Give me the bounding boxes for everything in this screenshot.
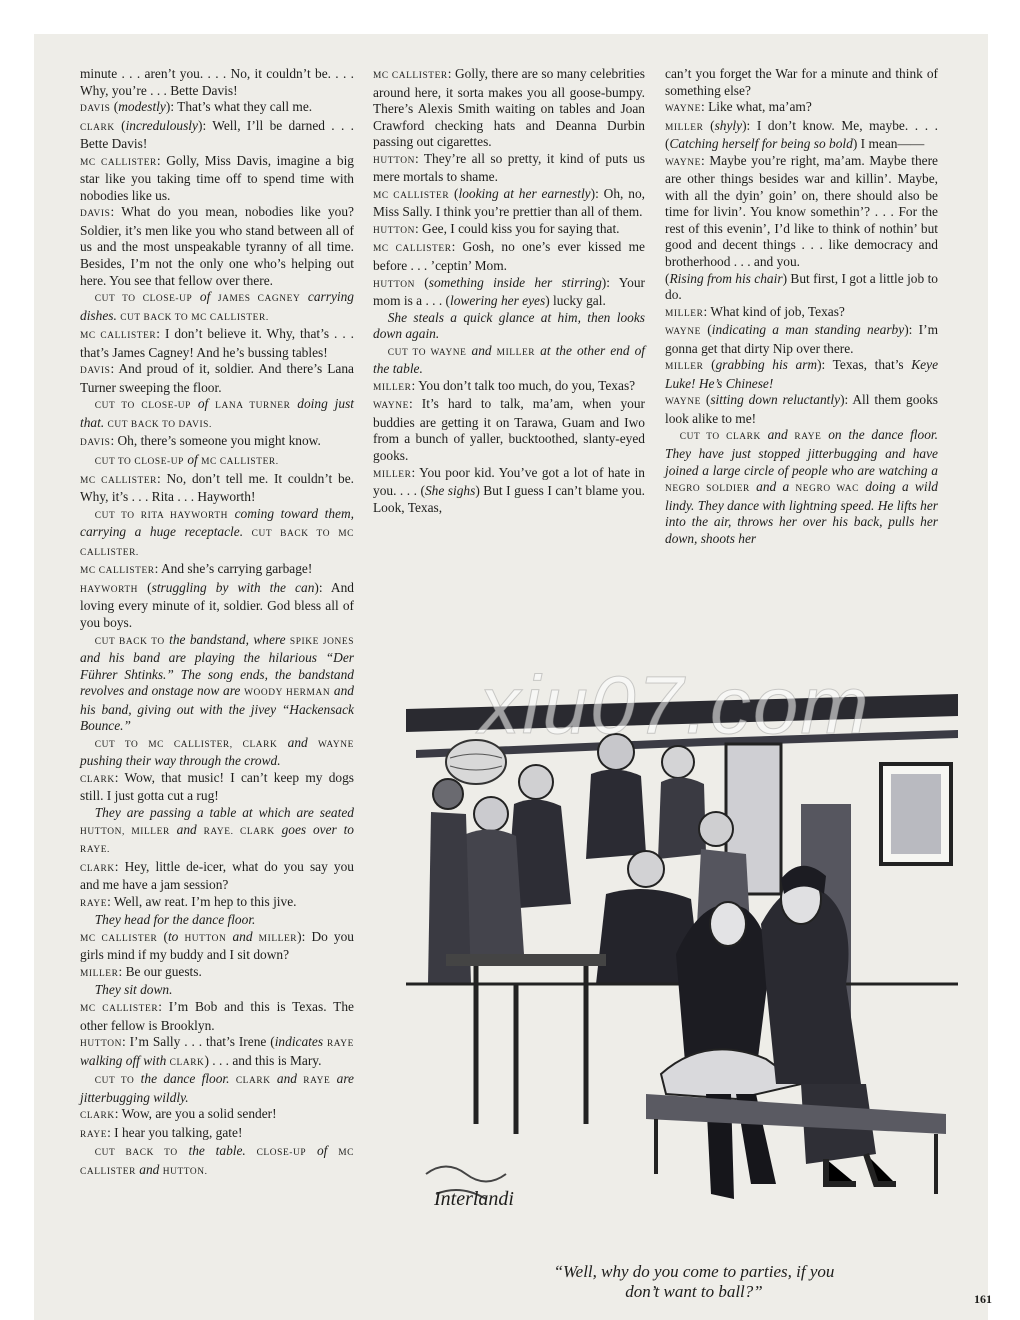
dialogue-line: MC CALLISTER: And she’s carrying garbage! bbox=[80, 561, 313, 577]
stage-direction bbox=[80, 982, 354, 999]
page-number: 161 bbox=[974, 1292, 992, 1306]
dialogue-line: RAYE: I hear you talking, gate! bbox=[80, 1124, 243, 1140]
speaker-name: MC CALLISTER bbox=[80, 566, 155, 577]
speaker-name: MILLER bbox=[665, 122, 704, 133]
speaker-direction: sitting down reluctantly bbox=[710, 392, 841, 408]
stage-caps-text: CUT TO CLOSE-UP bbox=[94, 401, 191, 412]
stage-italic-text: the bandstand, where bbox=[164, 631, 290, 647]
text-paragraph: (Rising from his chair) But first, I got a little job to do. bbox=[665, 270, 938, 303]
stage-italic-text: at the other end of the table. bbox=[373, 342, 646, 377]
dialogue-line: MC CALLISTER: Golly, there are so many celebrities around here, it sorta makes you all goose-bumpy. There’s Alexis Smith waiting on tables and Joan Crawford checking hats and Deanna Durbin passing out cigarettes. bbox=[373, 66, 645, 150]
stage-caps-text: NEGRO WAC bbox=[795, 484, 860, 495]
stage-caps-text: CUT BACK TO bbox=[94, 636, 165, 647]
stage-direction bbox=[665, 427, 938, 547]
stage-italic-text: lowering her eyes bbox=[450, 293, 546, 309]
stage-caps-text: CUT BACK TO DAVIS. bbox=[107, 419, 212, 430]
stage-caps-text: CUT BACK TO MC CALLISTER. bbox=[80, 529, 354, 558]
stage-caps-text: CLARK bbox=[169, 1057, 205, 1068]
stage-caps-text: MILLER bbox=[496, 347, 536, 358]
stage-caps-text: CLOSE-UP bbox=[256, 1148, 307, 1159]
stage-caps-text: HUTTON, MILLER bbox=[80, 826, 170, 837]
stage-caps-text: RAYE bbox=[326, 1039, 354, 1050]
speaker-direction: shyly bbox=[714, 117, 743, 133]
dialogue-line: MILLER: You poor kid. You’ve got a lot of hate in you. . . . (She sighs) But I guess I can’t blame you. Look, Texas, bbox=[373, 464, 645, 515]
speaker-name: HUTTON bbox=[373, 225, 415, 236]
text-column-right bbox=[665, 66, 938, 547]
stage-italic-text: They head for the dance floor. bbox=[94, 912, 256, 928]
speaker-name: DAVIS bbox=[80, 209, 111, 220]
stage-direction bbox=[80, 506, 354, 562]
speaker-name: WAYNE bbox=[665, 397, 701, 408]
stage-italic-text: and bbox=[169, 821, 204, 837]
dialogue-line: WAYNE: Like what, ma’am? bbox=[665, 99, 812, 115]
stage-italic-text: Catching herself for being so bold bbox=[669, 136, 853, 152]
stage-italic-text: doing just that. bbox=[80, 396, 354, 430]
dialogue-line: CLARK: Wow, are you a solid sender! bbox=[80, 1106, 277, 1122]
stage-caps-text: RAYE. CLARK bbox=[203, 826, 275, 837]
speaker-name: HAYWORTH bbox=[80, 584, 139, 595]
magazine-page bbox=[34, 34, 992, 1320]
stage-italic-text: carrying dishes. bbox=[80, 289, 354, 323]
stage-caps-text: MC CALLISTER bbox=[80, 1148, 354, 1177]
stage-caps-text: HUTTON. bbox=[162, 1166, 208, 1177]
stage-italic-text: and bbox=[760, 427, 795, 443]
artist-signature: Interlandi bbox=[434, 1188, 514, 1210]
speaker-name: DAVIS bbox=[80, 366, 111, 377]
dialogue-line: RAYE: Well, aw reat. I’m hep to this jive. bbox=[80, 893, 297, 909]
stage-italic-text: and bbox=[466, 342, 497, 358]
dialogue-line: HUTTON (something inside her stirring): Your mom is a . . . (lowering her eyes) lucky gal. bbox=[373, 274, 645, 309]
text-column-middle bbox=[373, 66, 645, 516]
stage-italic-text: They sit down. bbox=[94, 982, 173, 998]
speaker-name: MC CALLISTER bbox=[80, 157, 157, 168]
dialogue-line: CLARK (incredulously): Well, I’ll be darned . . . Bette Davis! bbox=[80, 117, 355, 152]
stage-italic-text: and bbox=[270, 1071, 304, 1087]
dialogue-line: WAYNE: Maybe you’re right, ma’am. Maybe there are other things besides war and killin’. Maybe, with all the dyin’ goin’ on, there should also be time for livin’. You know somethin’? . . . For the rest of this evenin’, I’d like to think of nothin’ but good and decent things . . . like democracy and brotherhood . . . and you. bbox=[665, 152, 938, 270]
speaker-name: MC CALLISTER bbox=[80, 933, 158, 944]
stage-caps-text: RAYE bbox=[794, 432, 822, 443]
stage-caps-text: NEGRO SOLDIER bbox=[665, 484, 750, 495]
speaker-name: HUTTON bbox=[373, 279, 415, 290]
stage-caps-text: MC CALLISTER. bbox=[201, 457, 279, 468]
speaker-name: RAYE bbox=[80, 1129, 108, 1140]
stage-caps-text: CUT TO RITA HAYWORTH bbox=[94, 510, 229, 521]
speaker-direction: looking at her earnestly bbox=[458, 185, 591, 201]
stage-direction bbox=[80, 735, 354, 770]
stage-italic-text: and bbox=[277, 734, 319, 750]
dialogue-line: MILLER (grabbing his arm): Texas, that’s Keye Luke! He’s Chinese! bbox=[665, 357, 939, 391]
speaker-name: CLARK bbox=[80, 863, 115, 874]
speaker-name: CLARK bbox=[80, 1111, 115, 1122]
dialogue-line: CLARK: Hey, little de-icer, what do you say you and me have a jam session? bbox=[80, 858, 354, 893]
speaker-name: MC CALLISTER bbox=[373, 244, 452, 255]
dialogue-line: WAYNE (indicating a man standing nearby): I’m gonna get that dirty Nip over there. bbox=[665, 322, 938, 356]
dialogue-line: MC CALLISTER: Golly, Miss Davis, imagine a big star like you taking time off to spend time with nobodies like us. bbox=[80, 152, 355, 203]
speaker-direction: grabbing his arm bbox=[715, 357, 818, 373]
text-paragraph: minute . . . aren’t you. . . . No, it couldn’t be. . . . Why, you’re . . . Bette Davis! bbox=[80, 66, 354, 98]
dialogue-line: HUTTON: They’re all so pretty, it kind of puts us mere mortals to shame. bbox=[373, 150, 645, 185]
stage-caps-text: CUT BACK TO bbox=[94, 1148, 178, 1159]
stage-caps-text: CLARK bbox=[235, 1076, 271, 1087]
stage-italic-text: pushing their way through the crowd. bbox=[80, 753, 281, 769]
stage-italic-text: indicates bbox=[274, 1034, 327, 1050]
speaker-name: HUTTON bbox=[373, 155, 415, 166]
stage-caps-text: RAYE. bbox=[80, 845, 111, 856]
stage-direction bbox=[80, 1071, 354, 1106]
stage-italic-text: and a bbox=[749, 479, 796, 495]
stage-caps-text: CUT TO WAYNE bbox=[387, 347, 467, 358]
speaker-name: MILLER bbox=[80, 968, 119, 979]
stage-italic-text: to bbox=[167, 928, 185, 944]
dialogue-line: MC CALLISTER: No, don’t tell me. It couldn’t be. Why, it’s . . . Rita . . . Hayworth! bbox=[80, 470, 354, 505]
stage-caps-text: CUT TO CLOSE-UP bbox=[94, 457, 184, 468]
speaker-direction: something inside her stirring bbox=[428, 274, 602, 290]
speaker-name: WAYNE bbox=[665, 104, 701, 115]
stage-italic-text: coming toward them, carrying a huge receptacle. bbox=[80, 505, 354, 540]
text-column-left bbox=[80, 66, 354, 1180]
speaker-direction: struggling by with the can bbox=[151, 579, 315, 595]
stage-italic-text: Rising from his chair bbox=[669, 270, 783, 286]
stage-caps-text: RAYE bbox=[303, 1076, 331, 1087]
dialogue-line: MILLER (shyly): I don’t know. Me, maybe. . . . (Catching herself for being so bold) I mean—— bbox=[665, 117, 938, 152]
stage-direction bbox=[373, 310, 645, 343]
speaker-name: DAVIS bbox=[80, 104, 111, 115]
speaker-name: RAYE bbox=[80, 898, 108, 909]
stage-caps-text: WAYNE bbox=[318, 739, 354, 750]
speaker-name: WAYNE bbox=[665, 327, 701, 338]
dialogue-line: HUTTON: I’m Sally . . . that’s Irene (indicates RAYE walking off with CLARK) . . . and this is Mary. bbox=[80, 1034, 354, 1068]
stage-italic-text: of bbox=[306, 1143, 339, 1159]
speaker-direction: modestly bbox=[118, 99, 166, 115]
stage-italic-text: and bbox=[135, 1161, 163, 1177]
speaker-name: MILLER bbox=[373, 469, 412, 480]
dialogue-line: MILLER: Be our guests. bbox=[80, 963, 202, 979]
stage-italic-text: doing a wild lindy. They dance with lightning speed. He lifts her into the air, throws her over his back, pulls her down, shoots her bbox=[665, 479, 938, 546]
speaker-name: MILLER bbox=[373, 382, 412, 393]
stage-italic-text: the table. bbox=[177, 1143, 257, 1159]
stage-direction bbox=[80, 452, 354, 471]
stage-direction bbox=[373, 343, 645, 378]
stage-italic-text: of bbox=[192, 289, 218, 305]
dialogue-line: DAVIS: And proud of it, soldier. And there’s Lana Turner sweeping the floor. bbox=[80, 361, 354, 395]
cartoon-illustration bbox=[406, 654, 958, 1244]
stage-direction bbox=[80, 1143, 354, 1180]
dialogue-line: DAVIS (modestly): That’s what they call me. bbox=[80, 99, 313, 115]
stage-caps-text: MILLER bbox=[258, 933, 298, 944]
stage-italic-text: and his band, giving out with the jivey “Hackensack Bounce.” bbox=[80, 683, 354, 734]
dialogue-line: MILLER: You don’t talk too much, do you, Texas? bbox=[373, 377, 636, 393]
speaker-name: MILLER bbox=[665, 362, 704, 373]
dialogue-line: DAVIS: What do you mean, nobodies like you? Soldier, it’s men like you who stand between all of us and the most unspeakable tyranny of all time. Besides, I’m not the only one who’s helping out here. You see that fellow over there. bbox=[80, 204, 355, 288]
text-paragraph: can’t you forget the War for a minute and think of something else? bbox=[665, 66, 938, 98]
stage-italic-text: are jitterbugging wildly. bbox=[80, 1071, 354, 1105]
stage-caps-text: CUT BACK TO MC CALLISTER. bbox=[120, 312, 269, 323]
stage-caps-text: CUT TO CLARK bbox=[679, 432, 761, 443]
speaker-name: HUTTON bbox=[80, 1039, 122, 1050]
stage-caps-text: SPIKE JONES bbox=[289, 636, 355, 647]
speaker-direction: indicating a man standing nearby bbox=[711, 322, 905, 338]
speaker-name: MC CALLISTER bbox=[80, 475, 158, 486]
dialogue-line: MC CALLISTER: I’m Bob and this is Texas. The other fellow is Brooklyn. bbox=[80, 998, 354, 1033]
watermark-text: xiu07.com bbox=[479, 660, 871, 751]
stage-caps-text: WOODY HERMAN bbox=[244, 688, 331, 699]
stage-caps-text: CUT TO CLOSE-UP bbox=[94, 294, 193, 305]
speaker-direction: incredulously bbox=[125, 117, 198, 133]
dialogue-line: MC CALLISTER (looking at her earnestly): Oh, no, Miss Sally. I think you’re prettier than all of them. bbox=[373, 185, 645, 220]
stage-italic-text: She sighs bbox=[424, 483, 476, 499]
stage-caps-text: CUT TO MC CALLISTER, CLARK bbox=[94, 739, 278, 750]
cartoon-caption bbox=[484, 1262, 904, 1302]
stage-caps-text: JAMES CAGNEY bbox=[217, 294, 301, 305]
dialogue-line: MC CALLISTER: Gosh, no one’s ever kissed me before . . . ’ceptin’ Mom. bbox=[373, 239, 645, 274]
speaker-name: MC CALLISTER bbox=[373, 71, 448, 81]
dialogue-line: HAYWORTH (struggling by with the can): And loving every minute of it, soldier. God bless all of you boys. bbox=[80, 579, 354, 630]
stage-caps-text: LANA TURNER bbox=[215, 401, 291, 412]
stage-italic-text: walking off with bbox=[80, 1052, 170, 1068]
speaker-name: MC CALLISTER bbox=[373, 190, 450, 201]
dialogue-line: WAYNE: It’s hard to talk, ma’am, when your buddies are getting it on Tarawa, Guam and Iwo from a bunch of yaller, bucktoothed, slanty-eyed gooks. bbox=[373, 396, 645, 464]
stage-italic-text: Keye Luke! He’s Chinese! bbox=[665, 357, 939, 391]
stage-italic-text: and bbox=[226, 928, 259, 944]
speaker-name: CLARK bbox=[80, 122, 115, 133]
stage-italic-text: of bbox=[183, 452, 202, 468]
speaker-name: MC CALLISTER bbox=[80, 1003, 159, 1014]
stage-direction bbox=[80, 632, 354, 735]
speaker-name: WAYNE bbox=[665, 157, 701, 168]
stage-italic-text: She steals a quick glance at him, then looks down again. bbox=[373, 309, 645, 342]
dialogue-line: CLARK: Wow, that music! I can’t keep my dogs still. I just gotta cut a rug! bbox=[80, 769, 355, 804]
dialogue-line: WAYNE (sitting down reluctantly): All them gooks look alike to me! bbox=[665, 392, 938, 426]
dialogue-line: MC CALLISTER (to HUTTON and MILLER): Do you girls mind if my buddy and I sit down? bbox=[80, 928, 354, 963]
stage-caps-text: HUTTON bbox=[184, 933, 227, 944]
dialogue-line: DAVIS: Oh, there’s someone you might know. bbox=[80, 433, 321, 449]
speaker-name: CLARK bbox=[80, 774, 115, 785]
stage-italic-text: of bbox=[190, 396, 216, 412]
speaker-name: MILLER bbox=[665, 308, 704, 319]
stage-italic-text: They are passing a table at which are seated bbox=[94, 804, 354, 820]
stage-caps-text: CUT TO bbox=[94, 1076, 135, 1087]
stage-direction bbox=[80, 805, 354, 859]
caption-line-1: “Well, why do you come to parties, if you bbox=[553, 1262, 835, 1281]
speaker-name: WAYNE bbox=[373, 401, 409, 412]
stage-italic-text: the dance floor. bbox=[134, 1071, 236, 1087]
stage-italic-text: goes over to bbox=[274, 821, 354, 837]
stage-italic-text: on the dance floor. They have just stopped jitterbugging and have joined a large circle of people who are watching a bbox=[665, 427, 938, 478]
stage-direction bbox=[80, 289, 354, 326]
dialogue-line: MILLER: What kind of job, Texas? bbox=[665, 303, 845, 319]
dialogue-line: HUTTON: Gee, I could kiss you for saying that. bbox=[373, 220, 620, 236]
dialogue-line: MC CALLISTER: I don’t believe it. Why, that’s . . . that’s James Cagney! And he’s bussing tables! bbox=[80, 326, 354, 360]
stage-direction bbox=[80, 396, 354, 433]
speaker-name: DAVIS bbox=[80, 438, 111, 449]
speaker-name: MC CALLISTER bbox=[80, 331, 157, 342]
stage-italic-text: and his band are playing the hilarious “Der Führer Shtinks.” The song ends, the bandstand revolves and onstage now are bbox=[80, 650, 354, 699]
stage-direction bbox=[80, 912, 354, 929]
caption-line-2: don’t want to ball?” bbox=[625, 1282, 763, 1301]
